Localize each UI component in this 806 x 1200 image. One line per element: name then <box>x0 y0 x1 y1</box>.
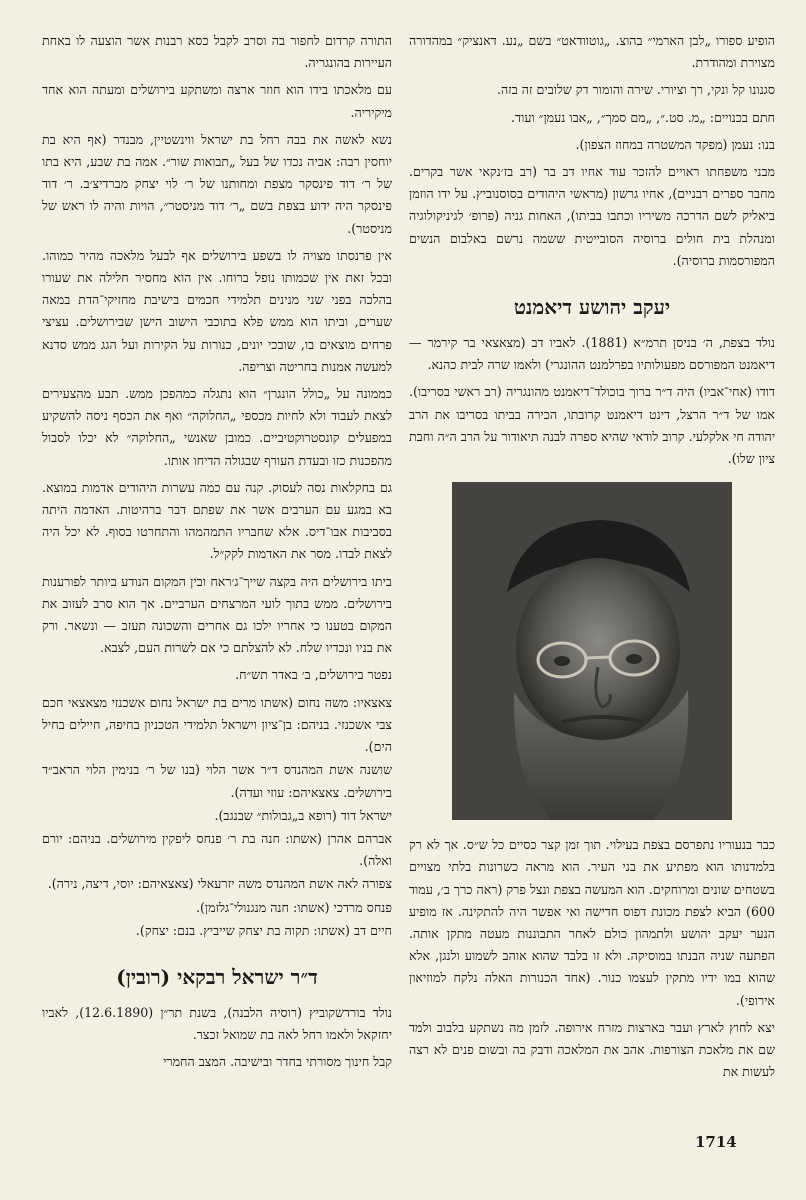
descendants-entry: חיים דב (אשתו: תקוה בת יצחק שייביץ. בנם: יצחק). <box>135 922 392 938</box>
paragraph: חתם בכנויים: „מ. סט.״, „מם סמך״, „אבו נעמן״ ועוד. <box>511 109 775 125</box>
paragraph: קבל חינוך מסורתי בחדר ובישיבה. המצב החמרי <box>163 1054 392 1070</box>
paragraph: כבר בנעוריו נתפרסם בצפת בעילוי. תוך זמן קצר כסיים כל ש״ס. אך לא רק בלמדנותו הוא מפתיע את בני העיר. הוא מראה כשרונות בלתי מצויים בשטחים שונים ומרוחקים. הוא המעשה בצפת ונצל פרק (ראה כרך ב׳, עמוד 600) הביא לצפת מכונת דפוס חדישה ואי אפשר היה להתקינה. אז מופיע הנער יעקב יהושע ולתמהון כולם לאחר התבוננות מעטה מתקן אותה. הפתעה שניה הבנתו במוסיקה. ולא זו בלבד שהוא אוהב לשמוע ולנגן, אלא שהוא במו ידיו מתקין לעצמו כנור. (אחד הכנורות האלה נלקח למוזיאון אירופי). <box>409 837 775 1008</box>
descendants-entry: שושנה אשת המהנדס ד״ר אשר הלוי (בנו של ר׳ בנימין הלוי הראב״ד בירושלים. צאצאיהם: עוזי ועדה). <box>42 762 392 800</box>
paragraph: עם מלאכתו בידו הוא חוזר ארצה ומשתקע בירושלים ומעתה הוא אחד מיקיריה. <box>42 82 392 120</box>
paragraph: מבני משפחתו ראויים להזכר עוד אחיו דב בר (רב בז׳נקאי אשר בקרים. מחבר ספרים רבניים), אחיו גרשון (מראשי היהודים בסוסנוביץ. על ידו הוזמן ביאליק לשם הדרכה משיריו וכתבו בביתו), האחות גניה (פרופ׳ לגיניקולוגיה ומנהלת בית חולים ברוסיה הסובייטית ששמה נרשם באלבום הנשים המפורסמות ברוסיה). <box>409 164 775 268</box>
paragraph: התורה קרדום לחפור בה וסרב לקבל כסא רבנות אשר הוצעה לו באחת העיירות בהונגריה. <box>42 33 392 71</box>
paragraph: יצא לחוץ לארץ ועבר בארצות מזרח אירופה. לזמן מה נשתקע בלבוב ולמד שם את מלאכת הצורפות. אהב את המלאכה ודבק בה ובשום פנים לא רצה לעשות את <box>409 1019 775 1080</box>
right-column <box>409 30 775 1088</box>
paragraph: סגנונו קל ונקי, רך וציורי. שירה והומור דק שלובים זה בזה. <box>496 82 775 98</box>
left-column <box>42 30 392 1079</box>
paragraph: כממונה על „כולל הונגרן״ הוא נתגלה כמהפכן ממש. תבע מהצעירים לצאת לעבוד ולא לחיות מכספי „החלוקה״ ואף את הכסף ניסה להשקיע במפעלים קונסטרוקטיביים. כמובן שאנשי „החלוקה״ לא יכלו לסבול מהפכנות כזו ובעדת העורף שבגולה הדיחו אותו. <box>42 386 392 468</box>
descendants-entry: צפורה לאה אשת המהנדס משה יזרעאלי (צאצאיהם: יוסי, דיצה, נירה). <box>47 876 392 892</box>
page-number: 1714 <box>695 1133 737 1151</box>
portrait-photo <box>452 482 732 820</box>
paragraph: גם בחקלאות נסה לעסוק. קנה עם כמה עשרות היהודים אדמות במוצא. בא במגע עם הערבים אשר את שפתם דבר ברהיטות. האדמה היתה בסביבות אבו־דיס. אלא שחבריו התמהמהו והתחרטו בסוף. לא יכל היה לצאת לבדו. מסר את האדמות לקק״ל. <box>42 479 392 562</box>
paragraph: נולד בצפת, ה׳ בניסן תרמ״א (1881). לאביו דב (מצאצאי בר קירמר — דיאמנט המפורסם מפעולותיו בפרלמנט ההונגרי) ולאמו שרה לבית כהנא. <box>409 335 776 373</box>
paragraph: נולד בורדשקוביץ (רוסיה הלבנה), בשנת תר״ן (12.6.1890), לאביו יחזקאל ולאמו רחל לאה בת שמואל זכצר. <box>42 1004 392 1043</box>
paragraph: נשא לאשה את בבה רחל בת ישראל ווינשטיין, מבנדר (אף היא בת יוחסין רבה: אביה נכדו של בעל „תבואות שור״. אמה בת שבע, היא בתו של ר׳ דוד פינסקר מצפת ומחותנו של ר׳ לוי יצחק מברדיצ׳ב. ר׳ דוד פינסקר היה ידוע בצפת בשם „ר׳ דוד מניסטר״, הויות והיה לו ראש של מניסטר). <box>42 131 392 236</box>
descendants-entry: ישראל דוד (רופא ב„גבולות״ שבנגב). <box>214 807 392 823</box>
descendants-entry: צאצאיו: משה נחום (אשתו מרים בת ישראל נחום אשכנזי מצאצאי חכם צבי אשכנזי. בניהם: בן־ציון וישראל תלמידי הטכניון בחיפה, חיילים בחיל הים). <box>42 694 392 755</box>
paragraph: ביתו בירושלים היה בקצה שייך־ג׳ראח ובין המקום הנודע ביותר לפורענות בירושלים. ממש בתוך לועי המרצחים הערביים. אך הוא סרב לעזוב את המקום בטענו כי אחריו ילכו גם אחרים והשכונה תעזב — ונשאר. ורק את בניו ונכדיו שלח. לא להצלתם כי אם לשרות העם, לצבא. <box>42 573 392 656</box>
paragraph: בנו: נעמן (מפקד המשטרה במחוז הצפון). <box>575 136 775 152</box>
descendants-entry: פנחס מרדכי (אשתו: חנה מנגנולי־גלזמן). <box>195 899 392 915</box>
paragraph: דודו (אחי־אביו) היה ד״ר ברוך בוכולד־דיאמנט מהונגריה (רב ראשי בסריבו). אמו של ד״ר הרצל, דינט דיאמנט קרובתו, הכירה בביתו בסריבו את הרב יהודה חי אלקלעי. קרוב לודאי שהיא ספרה לבנה תיאודור על הרב ה״ה וחבת ציון שלו). <box>409 384 775 467</box>
paragraph: נפטר בירושלים, ב׳ באדר תש״ח. <box>235 667 392 683</box>
descendants-entry: אברהם אהרן (אשתו: חנה בת ר׳ פנחס ליפקין מירושלים. בניהם: יורם ואלה). <box>42 830 392 869</box>
paragraph: הופיע ספורו „לבן הארמי״ בהוצ. „גוטוודאט״ בשם „נע. דאנציק״ במהדורה מצוירת ומהודרת. <box>409 33 775 71</box>
paragraph: אין פרנסתו מצויה לו בשפע בירושלים אף לבעל מלאכה מהיר כמוהו. ובכל זאת אין שכמותו נופל ברוחו. אין הוא מחסיר חלילה את שעורו בהלכה בפני שני מנינים תלמידי חכמים בישיבת מחזיקי־הדת במאה שערים, וביתו הוא ממש פלא בתוכבי הישוב הישן שבירושלים. עציצי פרחים מוצאים בו, שובכי יונים, כנורות על הקירות ועל הגג ממש סדנא למעשה אמנות בחריטה וצריפה. <box>42 247 392 374</box>
section-heading: יעקב יהושע דיאמנט <box>513 295 671 320</box>
section-heading: ד״ר ישראל רבקאי (רובין) <box>116 964 318 989</box>
